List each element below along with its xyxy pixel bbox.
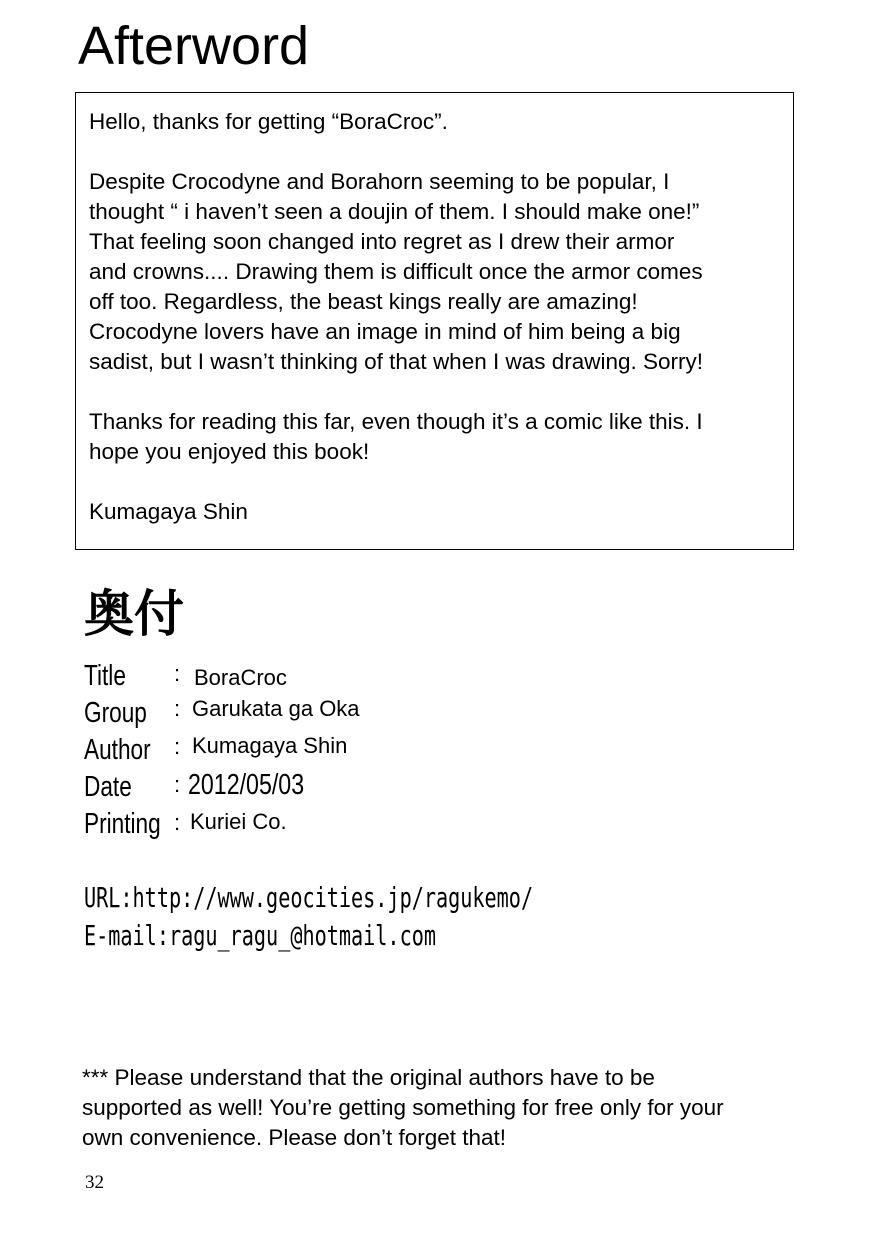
afterword-signature: Kumagaya Shin [89, 499, 248, 524]
page-number: 32 [85, 1172, 104, 1193]
afterword-line: off too. Regardless, the beast kings really are amazing! [89, 289, 638, 314]
afterword-line: That feeling soon changed into regret as I drew their armor [89, 229, 675, 254]
notice-line: own convenience. Please don’t forget that! [82, 1125, 507, 1150]
colon: : [174, 734, 181, 759]
colophon-label-group: Group [84, 697, 147, 729]
afterword-line: Thanks for reading this far, even though it’s a comic like this. I [89, 409, 703, 434]
colophon-label-date: Date [84, 771, 132, 803]
colon: : [174, 661, 181, 686]
colophon-value-date: 2012/05/03 [188, 769, 305, 801]
notice-line: supported as well! You’re getting something for free only for your [82, 1095, 724, 1120]
notice-line: *** Please understand that the original authors have to be [82, 1065, 655, 1090]
colophon-label-title: Title [84, 660, 126, 692]
afterword-line: Crocodyne lovers have an image in mind of him being a big [89, 319, 681, 344]
colon: : [174, 696, 181, 721]
colophon-label-author: Author [84, 734, 151, 766]
colon: : [174, 810, 181, 835]
colon: : [174, 772, 181, 797]
colophon-label-printing: Printing [84, 808, 161, 840]
colophon-value-title: BoraCroc [194, 665, 287, 690]
afterword-line: and crowns.... Drawing them is difficult once the armor comes [89, 259, 703, 284]
afterword-line: Despite Crocodyne and Borahorn seeming to be popular, I [89, 169, 670, 194]
afterword-line: hope you enjoyed this book! [89, 439, 370, 464]
colophon-value-group: Garukata ga Oka [192, 696, 360, 721]
afterword-line: thought “ i haven’t seen a doujin of them. I should make one!” [89, 199, 700, 224]
afterword-box [75, 92, 794, 550]
page-title: Afterword [78, 16, 310, 76]
colophon-value-author: Kumagaya Shin [192, 733, 348, 758]
colophon-value-printing: Kuriei Co. [190, 809, 287, 834]
afterword-line: Hello, thanks for getting “BoraCroc”. [89, 109, 448, 134]
afterword-line: sadist, but I wasn’t thinking of that when I was drawing. Sorry! [89, 349, 704, 374]
url-text: URL:http://www.geocities.jp/ragukemo/ [84, 881, 534, 914]
email-text: E-mail:ragu_ragu_@hotmail.com [84, 919, 436, 952]
colophon-heading: 奥付 [84, 585, 184, 643]
